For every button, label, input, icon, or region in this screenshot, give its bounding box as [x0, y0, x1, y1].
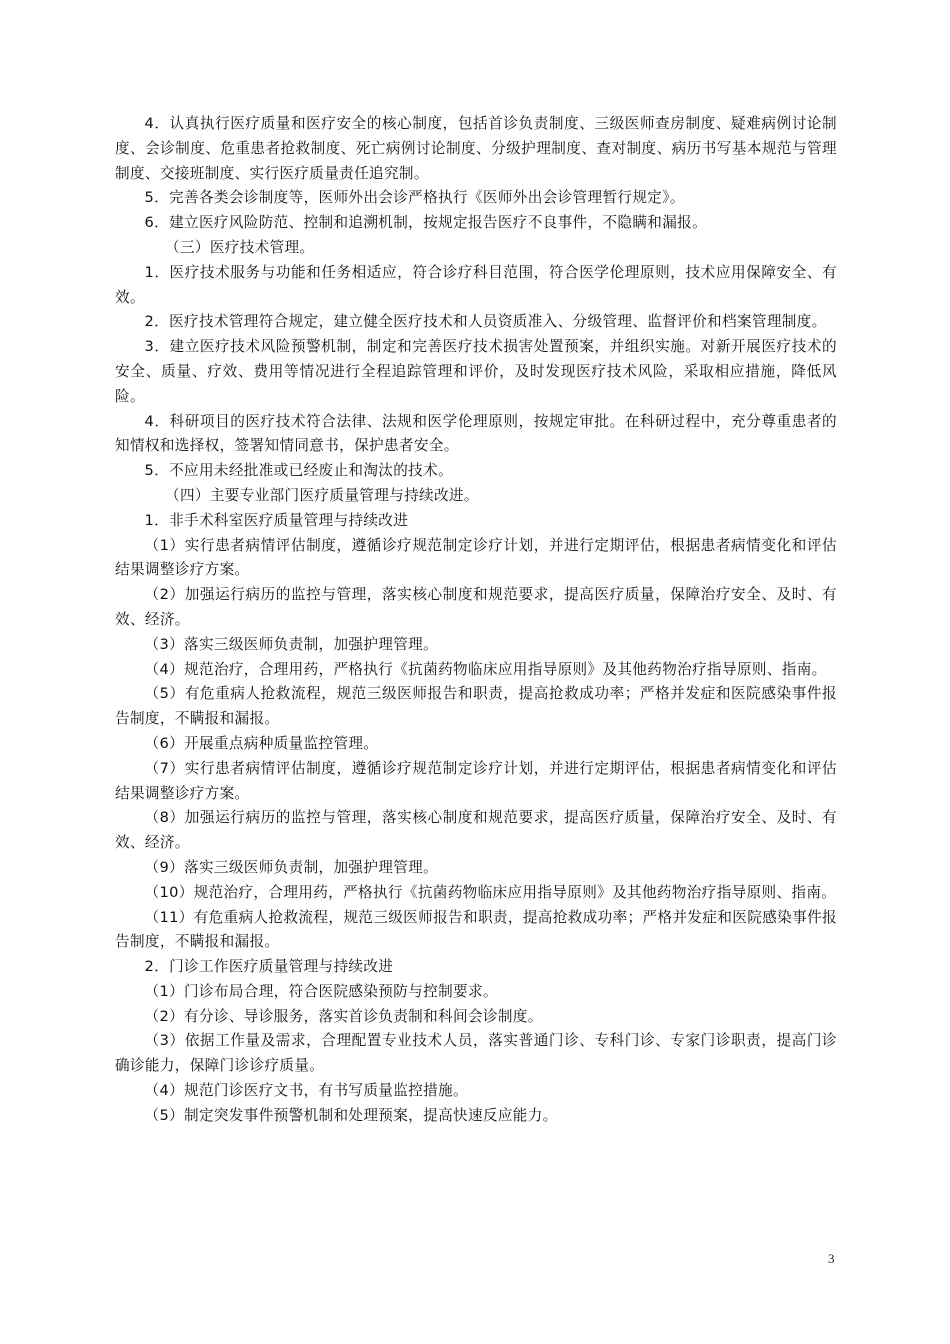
- paragraph: （1）实行患者病情评估制度，遵循诊疗规范制定诊疗计划，并进行定期评估，根据患者病情变化和评估结果调整诊疗方案。: [115, 536, 837, 579]
- document-page: [115, 112, 837, 1129]
- paragraph: 5．完善各类会诊制度等，医师外出会诊严格执行《医师外出会诊管理暂行规定》。: [144, 189, 685, 207]
- paragraph: 4．认真执行医疗质量和医疗安全的核心制度，包括首诊负责制度、三级医师查房制度、疑难病例讨论制度、会诊制度、危重患者抢救制度、死亡病例讨论制度、分级护理制度、查对制度、病历书写基本规范与管理制度、交接班制度、实行医疗质量责任追究制。: [115, 115, 837, 182]
- paragraph: （1）门诊布局合理，符合医院感染预防与控制要求。: [144, 982, 498, 1000]
- paragraph: （5）制定突发事件预警机制和处理预案，提高快速反应能力。: [144, 1106, 558, 1124]
- paragraph: （6）开展重点病种质量监控管理。: [144, 734, 379, 752]
- paragraph: 3．建立医疗技术风险预警机制，制定和完善医疗技术损害处置预案，并组织实施。对新开展医疗技术的安全、质量、疗效、费用等情况进行全程追踪管理和评价，及时发现医疗技术风险，采取相应措施，降低风险。: [115, 338, 837, 405]
- paragraph: （2）有分诊、导诊服务，落实首诊负责制和科间会诊制度。: [144, 1007, 543, 1025]
- paragraph: 2．医疗技术管理符合规定，建立健全医疗技术和人员资质准入、分级管理、监督评价和档案管理制度。: [144, 313, 827, 331]
- paragraph: 1．非手术科室医疗质量管理与持续改进: [144, 511, 409, 529]
- paragraph: 1．医疗技术服务与功能和任务相适应，符合诊疗科目范围，符合医学伦理原则，技术应用保障安全、有效。: [115, 263, 837, 306]
- paragraph: 2．门诊工作医疗质量管理与持续改进: [144, 958, 394, 976]
- page-number: 3: [828, 1251, 835, 1266]
- section-heading: （三）医疗技术管理。: [165, 238, 315, 256]
- paragraph: （4）规范门诊医疗文书，有书写质量监控措施。: [144, 1082, 468, 1100]
- paragraph: （8）加强运行病历的监控与管理，落实核心制度和规范要求，提高医疗质量，保障治疗安全、及时、有效、经济。: [115, 809, 837, 852]
- paragraph: （2）加强运行病历的监控与管理，落实核心制度和规范要求，提高医疗质量，保障治疗安全、及时、有效、经济。: [115, 586, 837, 628]
- paragraph: （9）落实三级医师负责制，加强护理管理。: [144, 858, 439, 876]
- paragraph: （7）实行患者病情评估制度，遵循诊疗规范制定诊疗计划，并进行定期评估，根据患者病情变化和评估结果调整诊疗方案。: [115, 759, 837, 802]
- paragraph: 4．科研项目的医疗技术符合法律、法规和医学伦理原则，按规定审批。在科研过程中，充分尊重患者的知情权和选择权，签署知情同意书，保护患者安全。: [115, 412, 837, 455]
- paragraph: （10）规范治疗，合理用药，严格执行《抗菌药物临床应用指导原则》及其他药物治疗指导原则、指南。: [144, 883, 837, 901]
- paragraph: 5．不应用未经批准或已经废止和淘汰的技术。: [144, 462, 454, 480]
- paragraph: （3）落实三级医师负责制，加强护理管理。: [144, 635, 439, 653]
- paragraph: 6．建立医疗风险防范、控制和追溯机制，按规定报告医疗不良事件，不隐瞒和漏报。: [144, 214, 708, 232]
- paragraph: （4）规范治疗，合理用药，严格执行《抗菌药物临床应用指导原则》及其他药物治疗指导原则、指南。: [144, 660, 827, 678]
- paragraph: （3）依据工作量及需求，合理配置专业技术人员，落实普通门诊、专科门诊、专家门诊职责，提高门诊确诊能力，保障门诊诊疗质量。: [115, 1032, 837, 1075]
- paragraph: （11）有危重病人抢救流程，规范三级医师报告和职责，提高抢救成功率；严格并发症和医院感染事件报告制度，不瞒报和漏报。: [115, 908, 837, 951]
- section-heading: （四）主要专业部门医疗质量管理与持续改进。: [165, 486, 479, 504]
- paragraph: （5）有危重病人抢救流程，规范三级医师报告和职责，提高抢救成功率；严格并发症和医院感染事件报告制度，不瞒报和漏报。: [115, 685, 837, 728]
